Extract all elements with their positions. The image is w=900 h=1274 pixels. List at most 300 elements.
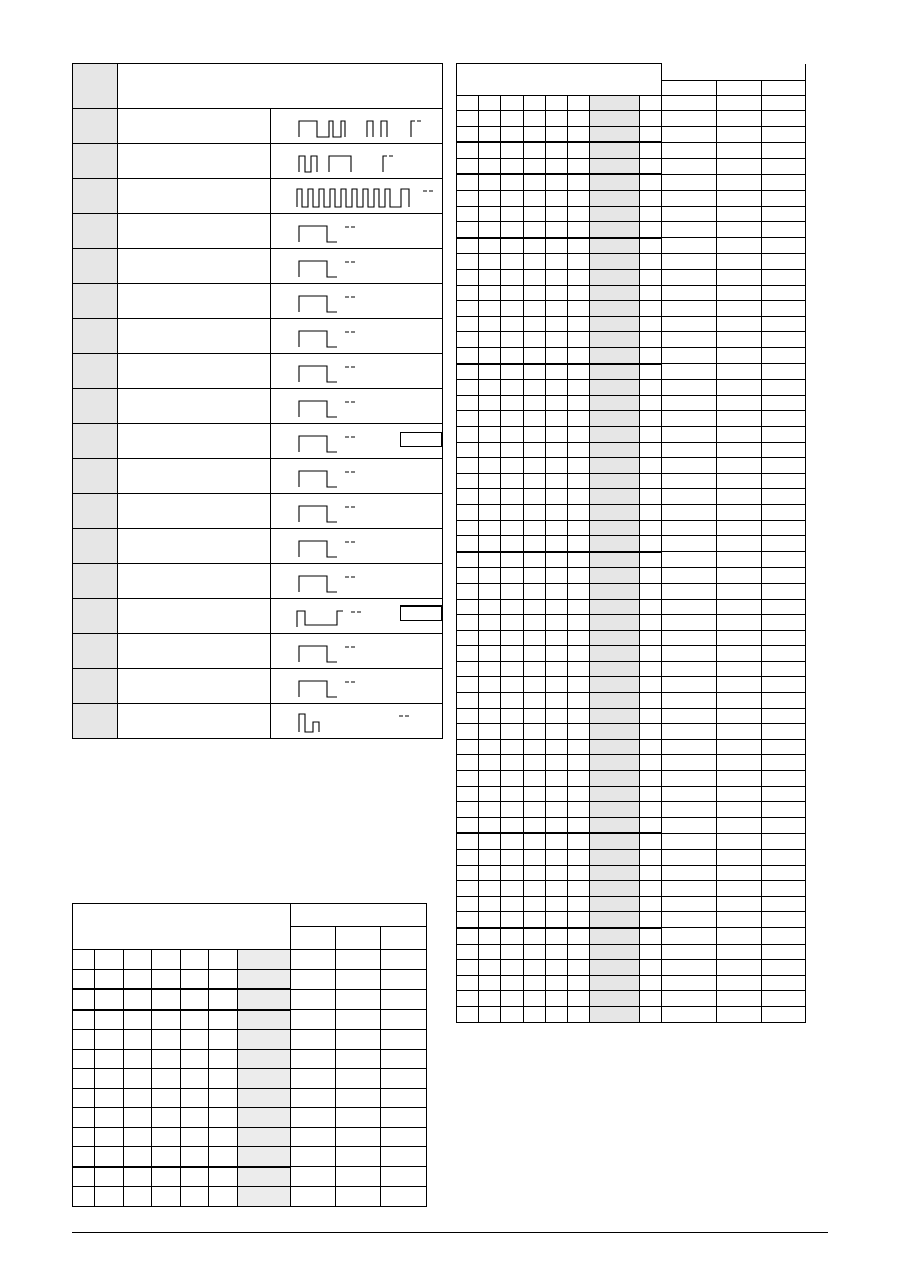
reg-bit-cell bbox=[545, 238, 567, 254]
reg-value-cell bbox=[662, 348, 717, 364]
table-row bbox=[457, 991, 806, 1007]
reg-bit-cell bbox=[457, 771, 479, 787]
bits-bit-cell bbox=[95, 1147, 124, 1167]
reg-bit-cell bbox=[639, 693, 661, 709]
reg-bit-cell bbox=[590, 206, 640, 222]
reg-bit-cell bbox=[568, 708, 590, 724]
table-row bbox=[457, 896, 806, 912]
bits-value-cell bbox=[381, 1187, 427, 1207]
bits-bit-cell bbox=[237, 1167, 290, 1187]
table-row bbox=[457, 142, 806, 158]
row-label-cell bbox=[118, 354, 271, 389]
reg-bit-cell bbox=[568, 489, 590, 505]
table-row bbox=[73, 1187, 427, 1207]
reg-bit-cell bbox=[479, 254, 501, 270]
reg-value-cell bbox=[761, 1006, 805, 1022]
reg-bit-cell bbox=[501, 693, 523, 709]
reg-bit-cell bbox=[545, 912, 567, 928]
reg-bit-cell bbox=[501, 833, 523, 849]
table-row bbox=[457, 206, 806, 222]
reg-bit-cell bbox=[545, 786, 567, 802]
table-row bbox=[73, 1088, 427, 1108]
reg-bit-cell bbox=[523, 568, 545, 584]
reg-bit-cell bbox=[479, 316, 501, 332]
reg-bit-cell bbox=[568, 865, 590, 881]
reg-bit-cell bbox=[523, 944, 545, 960]
reg-bit-cell bbox=[501, 975, 523, 991]
waveform-cell bbox=[271, 249, 443, 284]
bits-value-cell bbox=[290, 1088, 335, 1108]
reg-value-cell bbox=[662, 473, 717, 489]
reg-bit-cell bbox=[457, 411, 479, 427]
reg-bit-cell bbox=[568, 111, 590, 127]
reg-bit-cell bbox=[545, 708, 567, 724]
reg-bit-cell bbox=[479, 944, 501, 960]
row-no-cell bbox=[73, 284, 118, 319]
row-no-cell bbox=[73, 64, 118, 109]
reg-bit-cell bbox=[639, 568, 661, 584]
reg-bit-cell bbox=[479, 615, 501, 631]
table-row bbox=[457, 270, 806, 286]
bits-bit-cell bbox=[95, 1069, 124, 1089]
table-row bbox=[457, 301, 806, 317]
reg-bit-cell bbox=[590, 126, 640, 142]
reg-bit-cell bbox=[590, 599, 640, 615]
reg-value-cell bbox=[717, 928, 761, 944]
reg-value-cell bbox=[717, 411, 761, 427]
table-row bbox=[457, 960, 806, 976]
reg-bit-cell bbox=[523, 865, 545, 881]
table-row bbox=[457, 912, 806, 928]
table-row bbox=[457, 348, 806, 364]
table-row bbox=[73, 1030, 427, 1050]
reg-header-group-cell bbox=[662, 64, 806, 81]
reg-value-cell bbox=[761, 364, 805, 380]
waveform-cell bbox=[271, 424, 443, 459]
table-row bbox=[73, 424, 443, 459]
single-pulse-icon bbox=[271, 249, 443, 283]
reg-value-cell bbox=[761, 630, 805, 646]
reg-value-cell bbox=[717, 504, 761, 520]
reg-bit-cell bbox=[568, 1006, 590, 1022]
reg-bit-cell bbox=[590, 865, 640, 881]
table-row bbox=[457, 865, 806, 881]
reg-value-cell bbox=[717, 802, 761, 818]
reg-bit-cell bbox=[568, 364, 590, 380]
bits-bit-cell bbox=[123, 1187, 152, 1207]
bits-value-cell bbox=[336, 1167, 381, 1187]
bits-bit-cell bbox=[237, 1108, 290, 1128]
reg-bit-cell bbox=[457, 599, 479, 615]
table-row bbox=[457, 536, 806, 552]
table-row bbox=[457, 944, 806, 960]
reg-value-cell bbox=[662, 630, 717, 646]
table-row bbox=[457, 677, 806, 693]
reg-bit-cell bbox=[457, 739, 479, 755]
bits-value-cell bbox=[290, 1187, 335, 1207]
reg-bit-cell bbox=[545, 724, 567, 740]
row-no-cell bbox=[73, 214, 118, 249]
reg-bit-cell bbox=[501, 771, 523, 787]
reg-bit-cell bbox=[479, 520, 501, 536]
reg-bit-cell bbox=[523, 504, 545, 520]
table-row bbox=[457, 599, 806, 615]
reg-bit-cell bbox=[545, 583, 567, 599]
bits-bit-cell bbox=[123, 1010, 152, 1030]
reg-bit-cell bbox=[479, 928, 501, 944]
bits-bit-cell bbox=[180, 1167, 209, 1187]
reg-bit-cell bbox=[545, 504, 567, 520]
reg-bit-cell bbox=[479, 991, 501, 1007]
bits-bit-cell bbox=[180, 1088, 209, 1108]
reg-value-cell bbox=[761, 677, 805, 693]
reg-bit-cell bbox=[639, 771, 661, 787]
reg-bit-cell bbox=[639, 222, 661, 238]
reg-value-cell bbox=[761, 348, 805, 364]
reg-bit-cell bbox=[568, 254, 590, 270]
reg-bit-cell bbox=[590, 912, 640, 928]
reg-bit-cell bbox=[639, 489, 661, 505]
table-row bbox=[73, 1010, 427, 1030]
reg-value-cell bbox=[761, 583, 805, 599]
reg-bit-cell bbox=[590, 552, 640, 568]
bits-value-cell bbox=[290, 1030, 335, 1050]
reg-value-cell bbox=[662, 191, 717, 207]
bits-value-cell bbox=[381, 1167, 427, 1187]
reg-bit-cell bbox=[568, 568, 590, 584]
reg-bit-cell bbox=[479, 536, 501, 552]
reg-bit-cell bbox=[457, 458, 479, 474]
reg-bit-cell bbox=[457, 568, 479, 584]
row-no-cell bbox=[73, 669, 118, 704]
reg-bit-cell bbox=[501, 724, 523, 740]
bits-bit-cell bbox=[152, 1030, 181, 1050]
table-row bbox=[457, 708, 806, 724]
reg-bit-cell bbox=[545, 896, 567, 912]
reg-bit-cell bbox=[501, 426, 523, 442]
reg-bit-cell bbox=[545, 677, 567, 693]
reg-value-cell bbox=[717, 724, 761, 740]
reg-bit-cell bbox=[523, 142, 545, 158]
reg-bit-cell bbox=[568, 771, 590, 787]
reg-bit-cell bbox=[568, 348, 590, 364]
reg-bit-cell bbox=[568, 380, 590, 396]
reg-bit-cell bbox=[568, 786, 590, 802]
reg-bit-header-cell bbox=[545, 95, 567, 111]
bit-assignment-table bbox=[72, 903, 427, 1207]
reg-bit-cell bbox=[545, 222, 567, 238]
table-row bbox=[457, 332, 806, 348]
reg-value-cell bbox=[761, 458, 805, 474]
table-row bbox=[457, 817, 806, 833]
reg-value-cell bbox=[761, 442, 805, 458]
row-label-cell bbox=[118, 564, 271, 599]
row-no-cell bbox=[73, 354, 118, 389]
reg-bit-cell bbox=[501, 786, 523, 802]
bits-bit-cell bbox=[180, 1030, 209, 1050]
reg-bit-cell bbox=[479, 850, 501, 866]
reg-bit-cell bbox=[479, 802, 501, 818]
reg-value-cell bbox=[717, 142, 761, 158]
reg-bit-cell bbox=[590, 833, 640, 849]
reg-bit-cell bbox=[639, 881, 661, 897]
reg-value-cell bbox=[717, 739, 761, 755]
reg-value-cell bbox=[717, 944, 761, 960]
bits-value-cell bbox=[336, 950, 381, 970]
reg-bit-cell bbox=[523, 411, 545, 427]
table-row bbox=[73, 989, 427, 1010]
reg-value-cell bbox=[662, 142, 717, 158]
bits-value-cell bbox=[336, 1010, 381, 1030]
reg-bit-cell bbox=[568, 661, 590, 677]
reg-value-cell bbox=[761, 238, 805, 254]
reg-bit-cell bbox=[590, 142, 640, 158]
bits-header-col-cell bbox=[381, 927, 427, 950]
reg-bit-header-cell bbox=[639, 95, 661, 111]
reg-bit-cell bbox=[457, 473, 479, 489]
bits-bit-cell bbox=[237, 1049, 290, 1069]
reg-value-cell bbox=[761, 724, 805, 740]
reg-bit-cell bbox=[523, 677, 545, 693]
bits-bit-cell bbox=[123, 1127, 152, 1147]
bits-bit-cell bbox=[95, 1049, 124, 1069]
reg-value-cell bbox=[662, 411, 717, 427]
reg-bit-cell bbox=[457, 111, 479, 127]
reg-bit-cell bbox=[545, 536, 567, 552]
reg-bit-cell bbox=[501, 301, 523, 317]
reg-bit-cell bbox=[523, 332, 545, 348]
reg-bit-cell bbox=[523, 285, 545, 301]
table-row bbox=[457, 395, 806, 411]
reg-value-cell bbox=[717, 568, 761, 584]
table-row bbox=[73, 64, 443, 109]
reg-value-cell bbox=[662, 975, 717, 991]
reg-value-cell bbox=[761, 316, 805, 332]
bits-bit-cell bbox=[73, 1049, 95, 1069]
reg-value-cell bbox=[761, 802, 805, 818]
reg-value-cell bbox=[761, 301, 805, 317]
bits-bit-cell bbox=[152, 1167, 181, 1187]
bits-value-cell bbox=[336, 1127, 381, 1147]
reg-value-cell bbox=[717, 677, 761, 693]
table-row bbox=[73, 969, 427, 989]
reg-value-cell bbox=[761, 520, 805, 536]
reg-value-cell bbox=[761, 111, 805, 127]
row-label-cell bbox=[118, 599, 271, 634]
reg-bit-cell bbox=[639, 380, 661, 396]
waveform-cell bbox=[271, 389, 443, 424]
bits-table-body bbox=[73, 904, 427, 1207]
waveform-cell bbox=[271, 494, 443, 529]
reg-value-cell bbox=[662, 174, 717, 190]
reg-value-cell bbox=[662, 646, 717, 662]
reg-bit-cell bbox=[457, 536, 479, 552]
reg-bit-cell bbox=[523, 126, 545, 142]
bits-value-cell bbox=[290, 1010, 335, 1030]
reg-bit-cell bbox=[479, 222, 501, 238]
table-row bbox=[73, 599, 443, 634]
reg-value-cell bbox=[761, 928, 805, 944]
bits-bit-cell bbox=[95, 1108, 124, 1128]
bits-value-cell bbox=[381, 1108, 427, 1128]
table-row bbox=[457, 222, 806, 238]
reg-bit-cell bbox=[479, 411, 501, 427]
row-label-cell bbox=[118, 494, 271, 529]
bits-bit-cell bbox=[209, 989, 238, 1010]
reg-bit-cell bbox=[545, 520, 567, 536]
bits-bit-cell bbox=[95, 1187, 124, 1207]
reg-value-cell bbox=[761, 960, 805, 976]
reg-bit-cell bbox=[545, 489, 567, 505]
reg-bit-cell bbox=[501, 817, 523, 833]
reg-bit-cell bbox=[568, 395, 590, 411]
reg-bit-header-cell bbox=[590, 95, 640, 111]
reg-bit-cell bbox=[639, 174, 661, 190]
reg-value-cell bbox=[662, 111, 717, 127]
reg-bit-cell bbox=[639, 126, 661, 142]
reg-bit-cell bbox=[590, 817, 640, 833]
reg-bit-cell bbox=[457, 332, 479, 348]
reg-value-cell bbox=[717, 316, 761, 332]
reg-bit-cell bbox=[457, 802, 479, 818]
reg-bit-cell bbox=[479, 708, 501, 724]
reg-bit-cell bbox=[501, 536, 523, 552]
bits-bit-cell bbox=[209, 1147, 238, 1167]
reg-bit-cell bbox=[523, 552, 545, 568]
reg-bit-cell bbox=[523, 912, 545, 928]
bits-bit-cell bbox=[123, 950, 152, 970]
bits-bit-cell bbox=[95, 1167, 124, 1187]
bits-value-cell bbox=[381, 1147, 427, 1167]
reg-bit-cell bbox=[568, 473, 590, 489]
table-row bbox=[457, 238, 806, 254]
table-row bbox=[457, 552, 806, 568]
reg-bit-cell bbox=[501, 142, 523, 158]
waveform-cell bbox=[271, 599, 443, 634]
reg-bit-cell bbox=[639, 426, 661, 442]
table-row bbox=[73, 704, 443, 739]
reg-bit-cell bbox=[568, 975, 590, 991]
table-row bbox=[457, 364, 806, 380]
reg-bit-cell bbox=[568, 739, 590, 755]
reg-bit-cell bbox=[590, 504, 640, 520]
bits-bit-cell bbox=[95, 1088, 124, 1108]
table-row bbox=[457, 881, 806, 897]
reg-value-cell bbox=[717, 174, 761, 190]
reg-value-cell bbox=[761, 615, 805, 631]
reg-value-cell bbox=[717, 442, 761, 458]
reg-value-cell bbox=[761, 944, 805, 960]
reg-bit-cell bbox=[545, 380, 567, 396]
reg-bit-cell bbox=[568, 520, 590, 536]
reg-value-cell bbox=[761, 850, 805, 866]
bits-bit-cell bbox=[123, 969, 152, 989]
single-pulse-icon bbox=[271, 669, 443, 703]
table-row bbox=[457, 473, 806, 489]
table-row bbox=[457, 975, 806, 991]
reg-bit-cell bbox=[590, 802, 640, 818]
reg-bit-cell bbox=[523, 771, 545, 787]
reg-header-left-cell bbox=[457, 64, 662, 96]
reg-bit-cell bbox=[639, 332, 661, 348]
reg-bit-cell bbox=[639, 865, 661, 881]
reg-bit-cell bbox=[501, 316, 523, 332]
reg-bit-cell bbox=[457, 489, 479, 505]
reg-bit-cell bbox=[479, 238, 501, 254]
table-row bbox=[73, 529, 443, 564]
bits-bit-cell bbox=[152, 1187, 181, 1207]
bits-value-cell bbox=[381, 950, 427, 970]
reg-bit-cell bbox=[479, 126, 501, 142]
reg-bit-cell bbox=[501, 158, 523, 174]
reg-bit-cell bbox=[457, 850, 479, 866]
reg-bit-cell bbox=[479, 724, 501, 740]
bits-value-cell bbox=[381, 989, 427, 1010]
reg-bit-cell bbox=[457, 975, 479, 991]
bits-value-cell bbox=[381, 1010, 427, 1030]
bits-bit-cell bbox=[152, 969, 181, 989]
reg-value-cell bbox=[662, 944, 717, 960]
reg-bit-cell bbox=[479, 489, 501, 505]
row-no-cell bbox=[73, 634, 118, 669]
table-row bbox=[457, 520, 806, 536]
reg-bit-cell bbox=[523, 364, 545, 380]
reg-bit-cell bbox=[639, 191, 661, 207]
bits-bit-cell bbox=[209, 1049, 238, 1069]
reg-value-cell bbox=[717, 991, 761, 1007]
reg-bit-cell bbox=[590, 174, 640, 190]
reg-bit-cell bbox=[568, 238, 590, 254]
reg-bit-cell bbox=[568, 411, 590, 427]
bits-value-cell bbox=[336, 989, 381, 1010]
reg-bit-cell bbox=[501, 865, 523, 881]
bits-bit-cell bbox=[73, 1167, 95, 1187]
reg-bit-cell bbox=[639, 206, 661, 222]
reg-value-cell bbox=[662, 426, 717, 442]
bits-bit-cell bbox=[123, 1147, 152, 1167]
reg-bit-cell bbox=[545, 599, 567, 615]
reg-bit-cell bbox=[501, 912, 523, 928]
reg-bit-cell bbox=[523, 724, 545, 740]
reg-bit-cell bbox=[479, 881, 501, 897]
reg-bit-cell bbox=[479, 473, 501, 489]
reg-bit-cell bbox=[457, 552, 479, 568]
reg-bit-cell bbox=[545, 991, 567, 1007]
reg-bit-cell bbox=[568, 270, 590, 286]
reg-bit-cell bbox=[479, 504, 501, 520]
reg-bit-cell bbox=[568, 646, 590, 662]
reg-value-cell bbox=[662, 536, 717, 552]
reg-bit-cell bbox=[523, 111, 545, 127]
reg-bit-cell bbox=[590, 677, 640, 693]
reg-bit-cell bbox=[523, 975, 545, 991]
reg-bit-cell bbox=[568, 817, 590, 833]
reg-value-cell bbox=[761, 126, 805, 142]
reg-value-header-cell bbox=[761, 95, 805, 111]
reg-value-cell bbox=[662, 364, 717, 380]
reg-bit-cell bbox=[457, 661, 479, 677]
reg-value-cell bbox=[717, 520, 761, 536]
bits-bit-cell bbox=[152, 1108, 181, 1128]
reg-bit-header-cell bbox=[457, 95, 479, 111]
row-no-cell bbox=[73, 599, 118, 634]
reg-value-cell bbox=[717, 975, 761, 991]
reg-bit-cell bbox=[568, 426, 590, 442]
reg-bit-cell bbox=[501, 206, 523, 222]
reg-bit-cell bbox=[479, 426, 501, 442]
reg-bit-cell bbox=[639, 552, 661, 568]
reg-bit-cell bbox=[568, 536, 590, 552]
